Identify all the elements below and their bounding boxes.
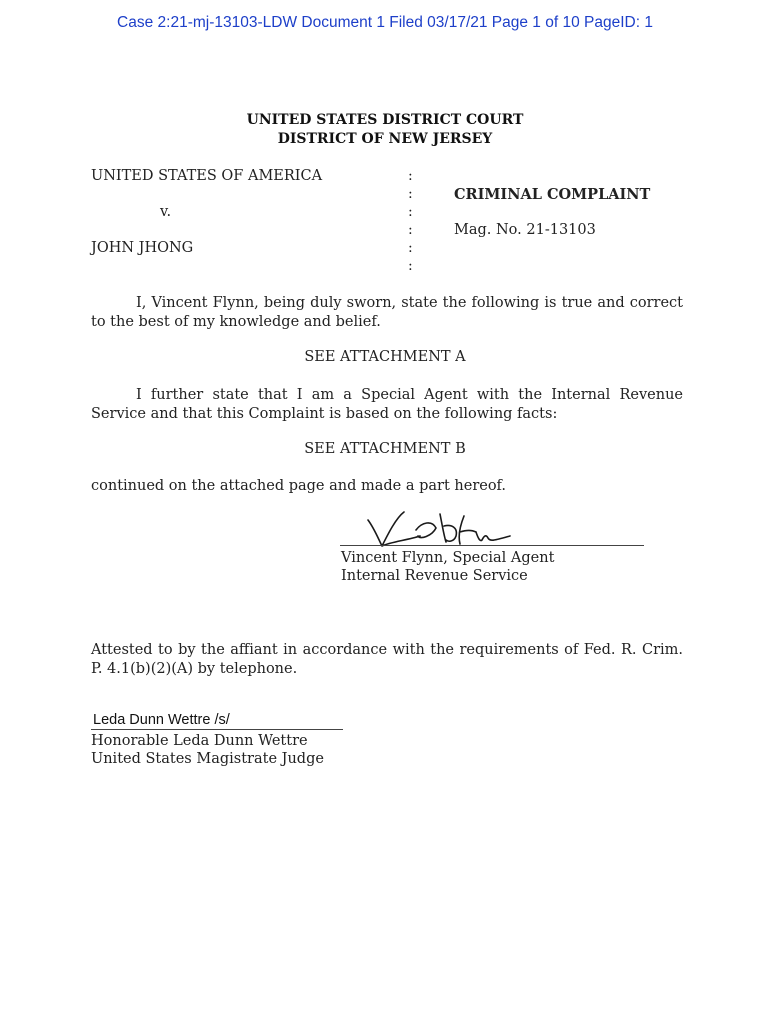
attachment-b-reference: SEE ATTACHMENT B [304,441,466,457]
magistrate-number: Mag. No. 21-13103 [454,222,596,238]
court-district: DISTRICT OF NEW JERSEY [277,131,493,147]
judge-signature: Leda Dunn Wettre /s/ [93,712,230,728]
caption-defendant: JOHN JHONG [91,240,194,256]
attestation-statement [91,641,683,679]
caption-colon: : [408,204,413,220]
basis-statement [91,386,683,424]
judge-signature-line [91,729,343,730]
basis-statement-text: I further state that I am a Special Agent with the Internal Revenue Service and that this Complaint is based on the following facts: [91,387,683,422]
caption-colon: : [408,258,413,274]
caption-colon: : [408,222,413,238]
agent-signature-line [340,545,644,546]
affiant-statement-text: I, Vincent Flynn, being duly sworn, state the following is true and correct to the best of my knowledge and belief. [91,295,683,330]
continued-note: continued on the attached page and made a part hereof. [91,478,507,494]
caption-plaintiff: UNITED STATES OF AMERICA [91,168,323,184]
judge-title: United States Magistrate Judge [91,751,324,767]
caption-colon: : [408,240,413,256]
affiant-statement [91,294,683,332]
attachment-a-reference: SEE ATTACHMENT A [304,349,466,365]
attestation-text: Attested to by the affiant in accordance with the requirements of Fed. R. Crim. P. 4.1(b)(2)(A) by telephone. [91,642,683,677]
caption-colon: : [408,168,413,184]
document-type: CRIMINAL COMPLAINT [454,186,651,203]
court-name: UNITED STATES DISTRICT COURT [246,112,524,128]
caption-colon: : [408,186,413,202]
judge-name: Honorable Leda Dunn Wettre [91,733,308,749]
agent-name-title: Vincent Flynn, Special Agent [341,550,555,566]
case-header-stamp: Case 2:21-mj-13103-LDW Document 1 Filed 03/17/21 Page 1 of 10 PageID: 1 [117,14,653,31]
caption-versus: v. [160,204,172,220]
agent-agency: Internal Revenue Service [341,568,528,584]
